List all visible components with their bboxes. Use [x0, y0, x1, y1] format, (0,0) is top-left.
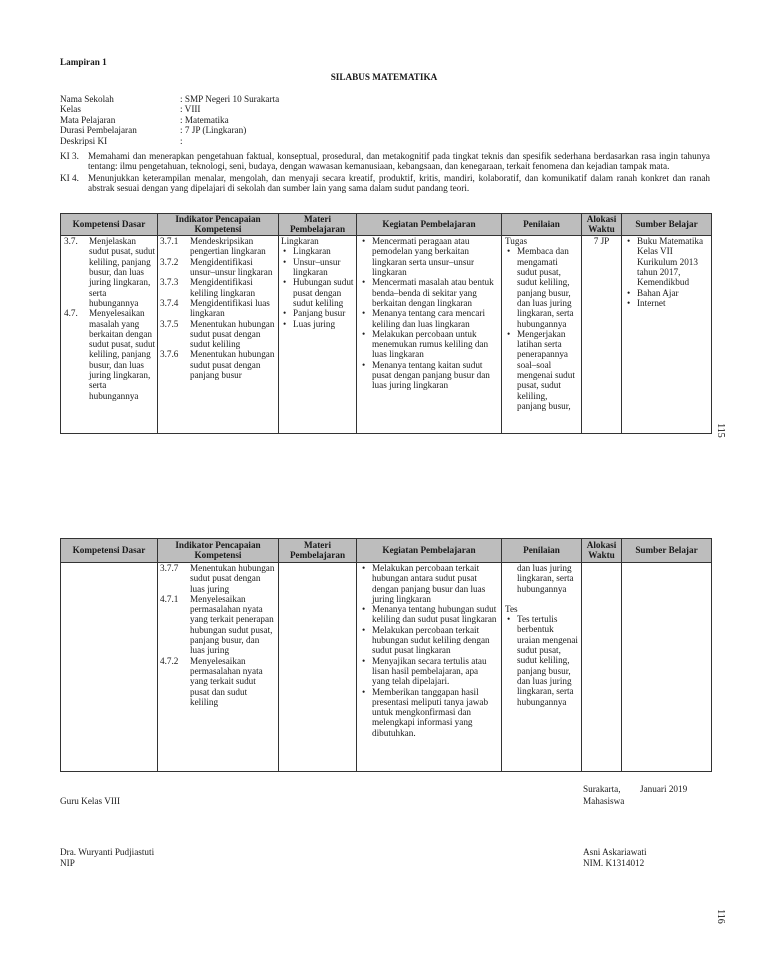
ipk-item: 3.7.5 Menentukan hubungan sudut pusat dengan sudut keliling	[160, 318, 275, 350]
info-class: Kelas : VIII	[60, 104, 201, 115]
col-alokasi: Alokasi Waktu	[582, 539, 622, 563]
list-item: • Melakukan percobaan terkait hubungan antara sudut pusat dengan panjang busur dan luas juring lingkaran	[360, 563, 498, 604]
ipk-cell	[158, 236, 279, 434]
alokasi-cell: 7 JP	[582, 236, 622, 434]
kd-item: 4.7. Menyelesaikan masalah yang berkaitan dengan sudut pusat, sudut keliling, panjang busur, dan luas juring lingkaran, serta hubungannya	[64, 308, 156, 401]
list-item: • Menanya tentang hubungan sudut keliling dan sudut pusat lingkaran	[360, 604, 498, 625]
alokasi-cell	[582, 563, 622, 772]
info-ki: Deskripsi KI :	[60, 135, 183, 146]
info-duration: Durasi Pembelajaran : 7 JP (Lingkaran)	[60, 125, 247, 136]
school-info	[60, 94, 360, 146]
signature-right-id: NIM. K1314012	[583, 858, 645, 868]
ipk-cell	[158, 563, 279, 772]
col-materi: Materi Pembelajaran	[279, 214, 357, 236]
ipk-item: 3.7.1 Mendeskripsikan pengertian lingkaran	[160, 236, 266, 257]
syllabus-table-2	[60, 538, 712, 772]
col-kd: Kompetensi Dasar	[61, 539, 158, 563]
col-kd: Kompetensi Dasar	[61, 214, 158, 236]
col-penilaian: Penilaian	[502, 539, 582, 563]
materi-title: Lingkaran	[281, 236, 319, 247]
signature-date: Januari 2019	[640, 784, 688, 794]
signature-left-name: Dra. Wuryanti Pudjiastuti	[60, 847, 155, 857]
list-item: • Unsur–unsur lingkaran	[281, 257, 354, 278]
list-item: • Membaca dan mengamati sudut pusat, sudut keliling, panjang busur, dan luas juring lingkaran, serta hubungannya	[505, 246, 578, 328]
ki-4: KI 4. Menunjukkan keterampilan menalar, mengolah, dan menyaji secara kreatif, produktif, kritis, mandiri, kolaboratif, dan komunikatif dalam ranah konkret dan ranah abstrak sesuai dengan yang dipelajari di sekolah dan sumber lain yang sama dalam sudut pandang teori.	[60, 172, 710, 194]
table-row	[61, 563, 712, 772]
penilaian-title: Tugas	[505, 236, 528, 247]
col-ipk: Indikator Pencapaian Kompetensi	[158, 214, 279, 236]
list-item: • Panjang busur	[281, 308, 354, 318]
ki-descriptions	[60, 151, 710, 194]
materi-cell	[279, 236, 357, 434]
col-sumber: Sumber Belajar	[622, 214, 712, 236]
signature-place: Surakarta,	[583, 784, 621, 794]
ki-3: KI 3. Memahami dan menerapkan pengetahuan faktual, konseptual, prosedural, dan metakognitif pada tingkat teknis dan spesifik sederhana berdasarkan rasa ingin tahunya tentang: ilmu pengetahuan, teknologi, seni, budaya, dengan wawasan kemanusiaan, kebangsaan, dan kenegaraan, terkait fenomena dan kejadian tampak mata.	[60, 151, 710, 172]
sumber-cell	[622, 563, 712, 772]
list-item: • Bahan Ajar	[625, 288, 708, 298]
col-alokasi: Alokasi Waktu	[582, 214, 622, 236]
info-school: Nama Sekolah : SMP Negeri 10 Surakarta	[60, 94, 280, 104]
lampiran-label: Lampiran 1	[60, 57, 107, 67]
table-header	[61, 214, 712, 236]
page-number: 116	[714, 909, 726, 924]
table-row	[61, 236, 712, 434]
col-sumber: Sumber Belajar	[622, 539, 712, 563]
col-kegiatan: Kegiatan Pembelajaran	[357, 539, 502, 563]
ipk-item: 3.7.6 Menentukan hubungan sudut pusat dengan panjang busur	[160, 349, 275, 381]
info-subject: Mata Pelajaran : Matematika	[60, 114, 229, 125]
signature-left-id: NIP	[60, 858, 75, 868]
penilaian-title: Tes	[505, 603, 518, 614]
penilaian-continued: dan luas juring lingkaran, serta hubungannya	[517, 563, 574, 594]
list-item: • Buku Matematika Kelas VII Kurikulum 2013 tahun 2017, Kemendikbud	[625, 236, 708, 287]
signature-right-role: Mahasiswa	[583, 796, 625, 806]
signature-right-name: Asni Askariawati	[583, 847, 647, 857]
list-item: • Mencermati masalah atau bentuk benda–benda di sekitar yang berkaitan dengan lingkaran	[360, 277, 498, 308]
col-materi: Materi Pembelajaran	[279, 539, 357, 563]
ipk-item: 3.7.2 Mengidentifikasi unsur–unsur lingkaran	[160, 256, 273, 278]
kd-cell	[61, 563, 158, 772]
page-number: 115	[714, 423, 726, 438]
ipk-item: 3.7.7 Menentukan hubungan sudut pusat dengan luas juring	[160, 563, 275, 594]
col-penilaian: Penilaian	[502, 214, 582, 236]
list-item: • Menanya tentang cara mencari keliling dan luas lingkaran	[360, 308, 498, 329]
col-ipk: Indikator Pencapaian Kompetensi	[158, 539, 279, 563]
ipk-item: 3.7.3 Mengidentifikasi keliling lingkaran	[160, 277, 256, 298]
page-title: SILABUS MATEMATIKA	[330, 72, 438, 82]
list-item: • Tes tertulis berbentuk uraian mengenai sudut pusat, sudut keliling, panjang busur, dan luas juring lingkaran, serta hubungannya	[505, 614, 578, 707]
penilaian-cell	[502, 563, 582, 772]
syllabus-table-1	[60, 213, 712, 434]
table-header	[61, 539, 712, 563]
list-item: • Menanya tentang kaitan sudut pusat dengan panjang busur dan luas juring lingkaran	[360, 360, 498, 391]
list-item: • Hubungan sudut pusat dengan sudut keliling	[281, 277, 354, 308]
list-item: • Menyajikan secara tertulis atau lisan hasil pembelajaran, apa yang telah dipelajari.	[360, 656, 498, 687]
list-item: • Memberikan tanggapan hasil presentasi meliputi tanya jawab untuk mengkonfirmasi dan melengkapi informasi yang dibutuhkan.	[360, 687, 498, 738]
signature-left-role: Guru Kelas VIII	[60, 796, 121, 806]
ipk-item: 3.7.4 Mengidentifikasi luas lingkaran	[160, 297, 270, 319]
kd-cell	[61, 236, 158, 434]
list-item: • Lingkaran	[281, 246, 354, 256]
sumber-cell	[622, 236, 712, 434]
list-item: • Mencermati peragaan atau pemodelan yang berkaitan lingkaran serta unsur–unsur lingkaran	[360, 236, 498, 277]
list-item: • Luas juring	[281, 319, 354, 329]
kegiatan-cell	[357, 563, 502, 772]
list-item: • Melakukan percobaan untuk menemukan rumus keliling dan luas lingkaran	[360, 329, 498, 360]
materi-cell	[279, 563, 357, 772]
kegiatan-cell	[357, 236, 502, 434]
list-item: • Internet	[625, 298, 708, 308]
kd-item: 3.7. Menjelaskan sudut pusat, sudut keliling, panjang busur, dan luas juring lingkaran, serta hubungannya	[64, 236, 156, 308]
ipk-item: 4.7.1 Menyelesaikan permasalahan nyata yang terkait penerapan hubungan sudut pusat, panjang busur, dan luas juring	[160, 593, 274, 656]
ipk-item: 4.7.2 Menyelesaikan permasalahan nyata yang terkait sudut pusat dan sudut keliling	[160, 655, 263, 707]
list-item: • Mengerjakan latihan serta penerapannya soal–soal mengenai sudut pusat, sudut keliling, panjang busur,	[505, 329, 578, 411]
list-item: • Melakukan percobaan terkait hubungan sudut keliling dengan sudut pusat lingkaran	[360, 625, 498, 656]
penilaian-cell	[502, 236, 582, 434]
col-kegiatan: Kegiatan Pembelajaran	[357, 214, 502, 236]
